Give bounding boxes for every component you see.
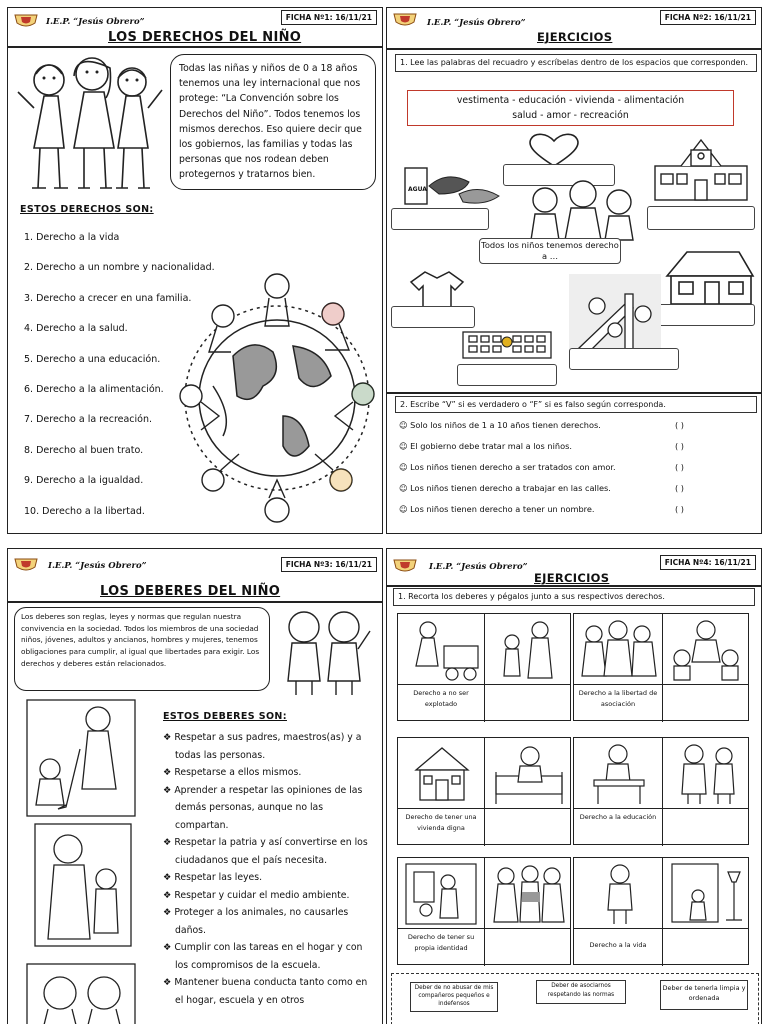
word-bank-line-1: vestimenta - educación - vivienda - alimentación <box>456 95 685 106</box>
house-icon <box>412 744 472 804</box>
card-divider <box>574 808 748 809</box>
list-item: 4. Derecho a la salud. <box>24 323 128 335</box>
card-label: Derecho a no ser explotado <box>413 689 469 708</box>
list-item: ❖ Respetarse a ellos mismos. <box>163 767 302 778</box>
child-in-bed-illustration <box>490 742 568 806</box>
two-students-illustration <box>26 963 136 1024</box>
list-item: 3. Derecho a crecer en una familia. <box>24 292 192 304</box>
house-illustration <box>657 246 757 308</box>
right-card-2 <box>573 613 749 721</box>
statement-text: ☺ Los niños tienen derecho a ser tratados con amor. <box>399 462 616 472</box>
duties-list <box>163 729 377 1009</box>
card-label: Derecho a la vida <box>589 941 647 949</box>
school-name: I.E.P. “Jesús Obrero” <box>46 17 145 27</box>
card-label: Derecho a la educación <box>579 813 657 821</box>
question-1: 1. Recorta los deberes y pégalos junto a sus respectivos derechos. <box>393 588 755 606</box>
list-item: 2. Derecho a un nombre y nacionalidad. <box>24 262 215 274</box>
page-title: LOS DERECHOS DEL NIÑO <box>108 30 302 45</box>
grandmother-child-illustration <box>34 823 132 947</box>
right-card-4 <box>573 737 749 845</box>
statement-text: ☺ Los niños tienen derecho a trabajar en las calles. <box>399 483 611 493</box>
children-center-illustration <box>525 180 643 242</box>
card-divider <box>574 684 748 685</box>
answer-parens[interactable]: ( ) <box>675 420 684 430</box>
diamond-bullet-icon: ❖ <box>163 784 172 796</box>
paste-area[interactable] <box>664 930 748 964</box>
title-divider <box>387 585 761 587</box>
right-card-1 <box>397 613 571 721</box>
list-item: ❖ Respetar a sus padres, maestros(as) y a todas las personas. <box>163 732 362 761</box>
card-divider <box>484 858 485 966</box>
list-item <box>399 462 749 483</box>
duties-subtitle: ESTOS DEBERES SON: <box>163 711 287 722</box>
cutout-card[interactable]: Deber de no abusar de mis compañeros pequeños e indefensos <box>410 982 498 1012</box>
list-item: 1. Derecho a la vida <box>24 232 120 243</box>
statement-text: ☺ Solo los niños de 1 a 10 años tienen derechos. <box>399 420 601 430</box>
school-name: I.E.P. “Jesús Obrero” <box>48 561 147 571</box>
globe-children-illustration <box>173 266 378 528</box>
card-divider <box>398 684 570 685</box>
intro-speech-bubble: Los deberes son reglas, leyes y normas que regulan nuestra convivencia en la sociedad. Todos los miembros de una sociedad niños, jóvenes, adultos y ancianos, hombres y mujeres, tenemos obligaciones para cumplir, al igual que libertades para exigir. Los derechos y deberes están relacionados. <box>14 607 270 691</box>
milk-label: AGUA <box>408 186 427 193</box>
family-doorway-illustration <box>402 862 480 926</box>
statement-text: ☺ Los niños tienen derecho a tener un nombre. <box>399 504 595 514</box>
true-false-list <box>399 420 749 525</box>
child-sweeping-illustration <box>26 699 136 817</box>
hospital-illustration <box>461 328 553 360</box>
card-divider <box>398 808 570 809</box>
title-divider <box>387 48 761 50</box>
list-item: 10. Derecho a la libertad. <box>24 505 145 517</box>
list-item <box>399 504 749 525</box>
card-divider <box>574 928 748 929</box>
word-bank-line-2: salud - amor - recreación <box>512 110 629 121</box>
question-1: 1. Lee las palabras del recuadro y escríbelas dentro de los espacios que corresponden. <box>395 54 757 72</box>
right-card-3 <box>397 737 571 845</box>
paste-area[interactable] <box>486 686 570 720</box>
paste-area[interactable] <box>486 810 570 844</box>
student-at-desk-illustration <box>588 742 650 806</box>
two-standing-children-illustration <box>670 742 746 806</box>
page-title: EJERCICIOS <box>537 30 613 44</box>
card-label: Derecho a la libertad de asociación <box>578 689 658 708</box>
answer-parens[interactable]: ( ) <box>675 483 684 493</box>
answer-parens[interactable]: ( ) <box>675 441 684 451</box>
ficha-label: FICHA Nº3: 16/11/21 <box>281 557 377 572</box>
adult-child-illustration <box>490 618 568 682</box>
children-playing-illustration <box>666 618 746 682</box>
list-item: ❖ Aprender a respetar las opiniones de las demás personas, aunque no las compartan. <box>163 784 363 831</box>
panel-ficha-2 <box>386 7 762 534</box>
right-card-5 <box>397 857 571 965</box>
right-card-6 <box>573 857 749 965</box>
room-lamp-illustration <box>668 862 746 926</box>
list-item: 9. Derecho a la igualdad. <box>24 475 144 487</box>
group-of-children-illustration <box>576 616 662 682</box>
list-item: 7. Derecho a la recreación. <box>24 414 153 426</box>
list-item: 8. Derecho al buen trato. <box>24 444 144 456</box>
card-label: Derecho de tener una vivienda digna <box>405 813 477 832</box>
answer-box-education[interactable] <box>647 206 755 230</box>
answer-parens[interactable]: ( ) <box>675 504 684 514</box>
school-crest-icon <box>13 557 39 573</box>
list-item: ❖ Respetar y cuidar el medio ambiente. <box>163 889 350 901</box>
diamond-bullet-icon: ❖ <box>163 889 172 901</box>
word-bank-box <box>407 90 734 126</box>
two-children-illustration <box>274 601 374 697</box>
answer-box-clothing[interactable] <box>391 306 475 328</box>
school-name: I.E.P. “Jesús Obrero” <box>429 562 528 572</box>
statement-text: ☺ El gobierno debe tratar mal a los niños. <box>399 441 572 451</box>
panel-ficha-1 <box>7 7 383 534</box>
intro-speech-bubble: Todas las niñas y niños de 0 a 18 años tenemos una ley internacional que nos protege: “La Convención sobre los Derechos del Niño”. Todos tenemos los mismos derechos. Eso quiere decir que los gobiernos, las familias y todas las personas que nos rodean deben protegernos y tratarnos bien. <box>170 54 376 190</box>
list-item: ❖ Proteger a los animales, no causarles daños. <box>163 907 349 936</box>
heart-icon <box>525 132 583 168</box>
answer-box-food[interactable] <box>391 208 489 230</box>
cutout-card[interactable]: Deber de asociarnos respetando las normas <box>536 980 626 1004</box>
panel-ficha-4 <box>386 548 762 1024</box>
diamond-bullet-icon: ❖ <box>163 872 172 883</box>
answer-box-health[interactable] <box>457 364 557 386</box>
card-divider <box>662 738 663 846</box>
card-label: Derecho de tener su propia identidad <box>407 933 475 952</box>
diamond-bullet-icon: ❖ <box>163 907 172 918</box>
answer-box-housing[interactable] <box>657 304 755 326</box>
answer-parens[interactable]: ( ) <box>675 462 684 472</box>
page-title: LOS DEBERES DEL NIÑO <box>100 584 281 599</box>
school-name: I.E.P. “Jesús Obrero” <box>427 18 526 28</box>
panel-ficha-3 <box>7 548 383 1024</box>
shirt-icon <box>407 268 467 310</box>
list-item: ❖ Respetar la patria y así convertirse en los ciudadanos que el país necesita. <box>163 837 368 866</box>
ficha-label: FICHA Nº1: 16/11/21 <box>281 10 377 25</box>
ficha-label: FICHA Nº4: 16/11/21 <box>660 555 756 570</box>
card-divider <box>662 858 663 966</box>
playground-illustration <box>569 274 661 354</box>
list-item <box>399 441 749 462</box>
page-title: EJERCICIOS <box>534 571 610 585</box>
card-divider <box>662 614 663 722</box>
cutout-strip <box>391 973 759 1024</box>
list-item: ❖ Mantener buena conducta tanto como en el hogar, escuela y en otros <box>163 977 368 1006</box>
rights-subtitle: ESTOS DERECHOS SON: <box>20 204 154 215</box>
list-item: ❖ Cumplir con las tareas en el hogar y con los compromisos de la escuela. <box>163 942 363 971</box>
children-group-illustration <box>14 48 164 198</box>
diamond-bullet-icon: ❖ <box>163 767 172 778</box>
section-divider <box>387 392 761 394</box>
list-item <box>399 483 749 504</box>
school-crest-icon <box>392 558 418 574</box>
card-divider <box>484 738 485 846</box>
list-item: 5. Derecho a una educación. <box>24 353 161 365</box>
school-crest-icon <box>392 12 418 28</box>
paste-area[interactable] <box>486 930 570 964</box>
diamond-bullet-icon: ❖ <box>163 837 172 848</box>
list-item <box>399 420 749 441</box>
school-building-illustration <box>651 132 751 204</box>
paste-area[interactable] <box>664 686 748 720</box>
center-text-box: Todos los niños tenemos derecho a … <box>479 238 621 264</box>
diamond-bullet-icon: ❖ <box>163 732 172 743</box>
exploitation-illustration <box>400 616 482 682</box>
list-item: ❖ Respetar las leyes. <box>163 872 263 883</box>
ficha-label: FICHA Nº2: 16/11/21 <box>660 10 756 25</box>
card-divider <box>398 928 570 929</box>
children-costumes-illustration <box>490 862 568 926</box>
child-standing-illustration <box>596 862 644 926</box>
card-divider <box>484 614 485 722</box>
answer-box-recreation[interactable] <box>569 348 679 370</box>
paste-area[interactable] <box>664 810 748 844</box>
question-2: 2. Escribe “V” si es verdadero o “F” si es falso según corresponda. <box>395 396 757 413</box>
diamond-bullet-icon: ❖ <box>163 977 172 988</box>
list-item: 6. Derecho a la alimentación. <box>24 383 164 395</box>
diamond-bullet-icon: ❖ <box>163 942 172 953</box>
school-crest-icon <box>13 13 39 29</box>
cutout-card[interactable]: Deber de tenerla limpia y ordenada <box>660 980 748 1010</box>
